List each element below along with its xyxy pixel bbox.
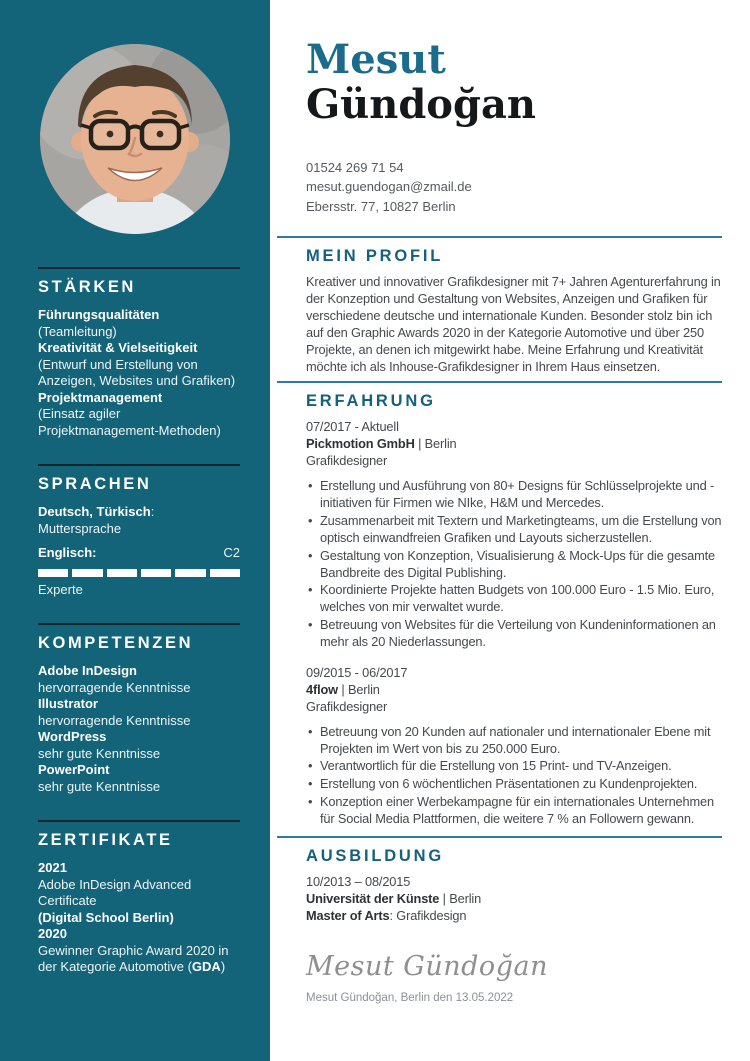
- strength-term-text: Führungsqualitäten: [38, 307, 160, 322]
- certificate-text: 2021: [38, 860, 67, 875]
- section-divider: [277, 381, 722, 383]
- skill-level: hervorragende Kenntnisse: [38, 679, 191, 695]
- signature-script: Mesut Gündoğan: [306, 950, 548, 982]
- candidate-name: [306, 38, 722, 128]
- job-role: Grafikdesigner: [306, 453, 388, 469]
- strengths-title: STÄRKEN: [38, 278, 136, 296]
- english-language-term: Englisch:: [38, 545, 97, 560]
- certificate-line: [38, 910, 240, 927]
- skill-level: sehr gute Kenntnisse: [38, 778, 161, 794]
- sidebar-section-languages: [38, 464, 240, 598]
- job-bullets: [306, 724, 722, 828]
- job-entry: [306, 419, 722, 651]
- native-language-level: : Muttersprache: [38, 504, 155, 536]
- certificate-text: ): [220, 959, 226, 974]
- skill-name-text: WordPress: [38, 729, 107, 744]
- job-bullet: • Erstellung und Ausführung von 80+ Designs für Schlüsselprojekte und -initiativen für Firmen wie NIke, H&M und Mercedes.: [320, 478, 722, 512]
- job-bullet: • Zusammenarbeit mit Textern und Marketingteams, um die Erstellung von optisch einwandfreien Grafiken und Layouts sicherzustellen.: [320, 513, 722, 547]
- section-profile: [306, 236, 722, 375]
- jobs-list: [306, 419, 722, 828]
- language-bar-segment: [72, 569, 102, 577]
- education-school-line: [306, 891, 722, 908]
- skill-name: [38, 696, 240, 713]
- certificate-line: [38, 943, 240, 976]
- sidebar-divider: [38, 623, 240, 625]
- job-company: Pickmotion GmbH: [306, 436, 415, 452]
- strength-term-text: Projektmanagement: [38, 389, 163, 405]
- languages-title: SPRACHEN: [38, 475, 152, 493]
- job-role: Grafikdesigner: [306, 698, 388, 714]
- strength-term: [38, 307, 240, 324]
- english-level-label: Experte: [38, 581, 83, 597]
- section-divider: [277, 836, 722, 838]
- education-dates: 10/2013 – 08/2015: [306, 874, 411, 890]
- contact-block: [306, 158, 722, 217]
- job-entry: [306, 665, 722, 828]
- experience-title: ERFAHRUNG: [306, 392, 436, 411]
- job-dates: 07/2017 - Aktuell: [306, 419, 399, 435]
- certificate-text: Gewinner Graphic Award 2020 in der Kategorie Automotive (: [38, 942, 229, 974]
- skill-name-text: Adobe InDesign: [38, 663, 137, 678]
- section-education: [306, 836, 722, 925]
- sidebar-divider: [38, 267, 240, 269]
- job-bullets: [306, 478, 722, 651]
- skill-level: hervorragende Kenntnisse: [38, 712, 191, 728]
- strength-term: [38, 390, 240, 407]
- sidebar: [0, 0, 270, 1061]
- candidate-last-name: Gündoğan: [306, 80, 536, 128]
- strength-desc: (Entwurf und Erstellung von Anzeigen, Websites und Grafiken): [38, 356, 236, 388]
- sidebar-section-skills: [38, 623, 240, 795]
- education-location: | Berlin: [439, 890, 482, 906]
- skill-name: [38, 762, 240, 779]
- native-language-line: [38, 504, 240, 537]
- certificate-text: 2020: [38, 926, 67, 941]
- main-column: [270, 0, 750, 1061]
- job-bullet: • Konzeption einer Werbekampagne für ein internationales Unternehmen für Social Media Plattformen, die weitere 7 % an Followern gewann.: [320, 794, 722, 828]
- skills-list: [38, 663, 240, 795]
- language-bar-segment: [141, 569, 171, 577]
- skills-title: KOMPETENZEN: [38, 634, 194, 652]
- education-degree-line: [306, 908, 722, 925]
- education-field: : Grafikdesign: [389, 907, 467, 923]
- job-company-line: [306, 682, 722, 699]
- person-portrait-icon: [40, 44, 230, 234]
- education-school: Universität der Künste: [306, 890, 440, 906]
- education-degree: Master of Arts: [306, 907, 390, 923]
- certificates-title: ZERTIFIKATE: [38, 831, 173, 849]
- job-bullet: • Koordinierte Projekte hatten Budgets von 100.000 Euro - 1.5 Mio. Euro, welches von mir verwaltet wurde.: [320, 582, 722, 616]
- certificate-text: (Digital School Berlin): [38, 909, 174, 925]
- job-bullet: • Betreuung von 20 Kunden auf nationaler und internationaler Ebene mit Projekten im Wert von bis zu 250.000 Euro.: [320, 724, 722, 758]
- strength-desc: (Einsatz agiler Projektmanagement-Methoden): [38, 406, 221, 438]
- language-bar-segment: [107, 569, 137, 577]
- email-address: mesut.guendogan@zmail.de: [306, 179, 472, 195]
- job-company-line: [306, 436, 722, 453]
- language-level-bar: [38, 569, 240, 577]
- certificate-line: [38, 926, 240, 943]
- skill-level: sehr gute Kenntnisse: [38, 745, 161, 761]
- phone-number: 01524 269 71 54: [306, 159, 404, 175]
- skill-name: [38, 729, 240, 746]
- skill-name-text: Illustrator: [38, 696, 98, 711]
- job-bullet: • Verantwortlich für die Erstellung von 15 Print- und TV-Anzeigen.: [320, 758, 722, 775]
- certificate-text: Adobe InDesign Advanced Certificate: [38, 876, 192, 908]
- postal-address: Ebersstr. 77, 10827 Berlin: [306, 198, 456, 214]
- job-company: 4flow: [306, 681, 338, 697]
- english-cefr-level: C2: [223, 545, 240, 560]
- profile-title: MEIN PROFIL: [306, 247, 444, 266]
- skill-name: [38, 663, 240, 680]
- job-bullet: • Betreuung von Websites für die Verteilung von Kundeninformationen an mehr als 20 Niederlassungen.: [320, 617, 722, 651]
- language-bar-segment: [38, 569, 68, 577]
- strength-term: [38, 340, 240, 357]
- candidate-first-name: Mesut: [306, 36, 446, 83]
- job-dates: 09/2015 - 06/2017: [306, 665, 408, 681]
- section-experience: [306, 381, 722, 828]
- skill-name-text: PowerPoint: [38, 762, 110, 777]
- native-language-term: Deutsch, Türkisch: [38, 504, 151, 519]
- language-bar-segment: [175, 569, 205, 577]
- language-bar-segment: [210, 569, 240, 577]
- certificates-list: [38, 860, 240, 976]
- sidebar-section-strengths: [38, 267, 240, 439]
- certificate-line: [38, 877, 240, 910]
- english-language-line: [38, 545, 240, 562]
- job-bullet: • Gestaltung von Konzeption, Visualisierung & Mock-Ups für die gesamte Bandbreite des Digital Publishing.: [320, 548, 722, 582]
- strengths-list: [38, 307, 240, 439]
- sidebar-section-certificates: [38, 820, 240, 976]
- certificate-line: [38, 860, 240, 877]
- sidebar-divider: [38, 464, 240, 466]
- strength-term-text: Kreativität & Vielseitigkeit: [38, 340, 198, 355]
- job-bullet: • Erstellung von 6 wöchentlichen Präsentationen zu Kundenprojekten.: [320, 776, 722, 793]
- education-title: AUSBILDUNG: [306, 847, 444, 866]
- certificate-text: GDA: [191, 959, 221, 974]
- sidebar-divider: [38, 820, 240, 822]
- job-location: | Berlin: [414, 436, 457, 452]
- section-divider: [277, 236, 722, 238]
- strength-desc: (Teamleitung): [38, 323, 117, 339]
- job-location: | Berlin: [337, 681, 380, 697]
- profile-text: Kreativer und innovativer Grafikdesigner mit 7+ Jahren Agenturerfahrung in der Konzeption und Gestaltung von Websites, Anzeigen und Grafiken für verschiedene deutsche und internationale Kunden. Besonder stolz bin ich auf den Graphic Awards 2020 in der Kategorie Automotive und über 250 Projekte, an denen ich mitgewirkt habe. Meine Erfahrung und Kreativität möchte ich als Inhouse-Grafikdesigner in Ihrem Haus einsetzen.: [306, 274, 721, 374]
- profile-photo: [40, 44, 230, 234]
- signature-caption: Mesut Gündoğan, Berlin den 13.05.2022: [306, 991, 514, 1004]
